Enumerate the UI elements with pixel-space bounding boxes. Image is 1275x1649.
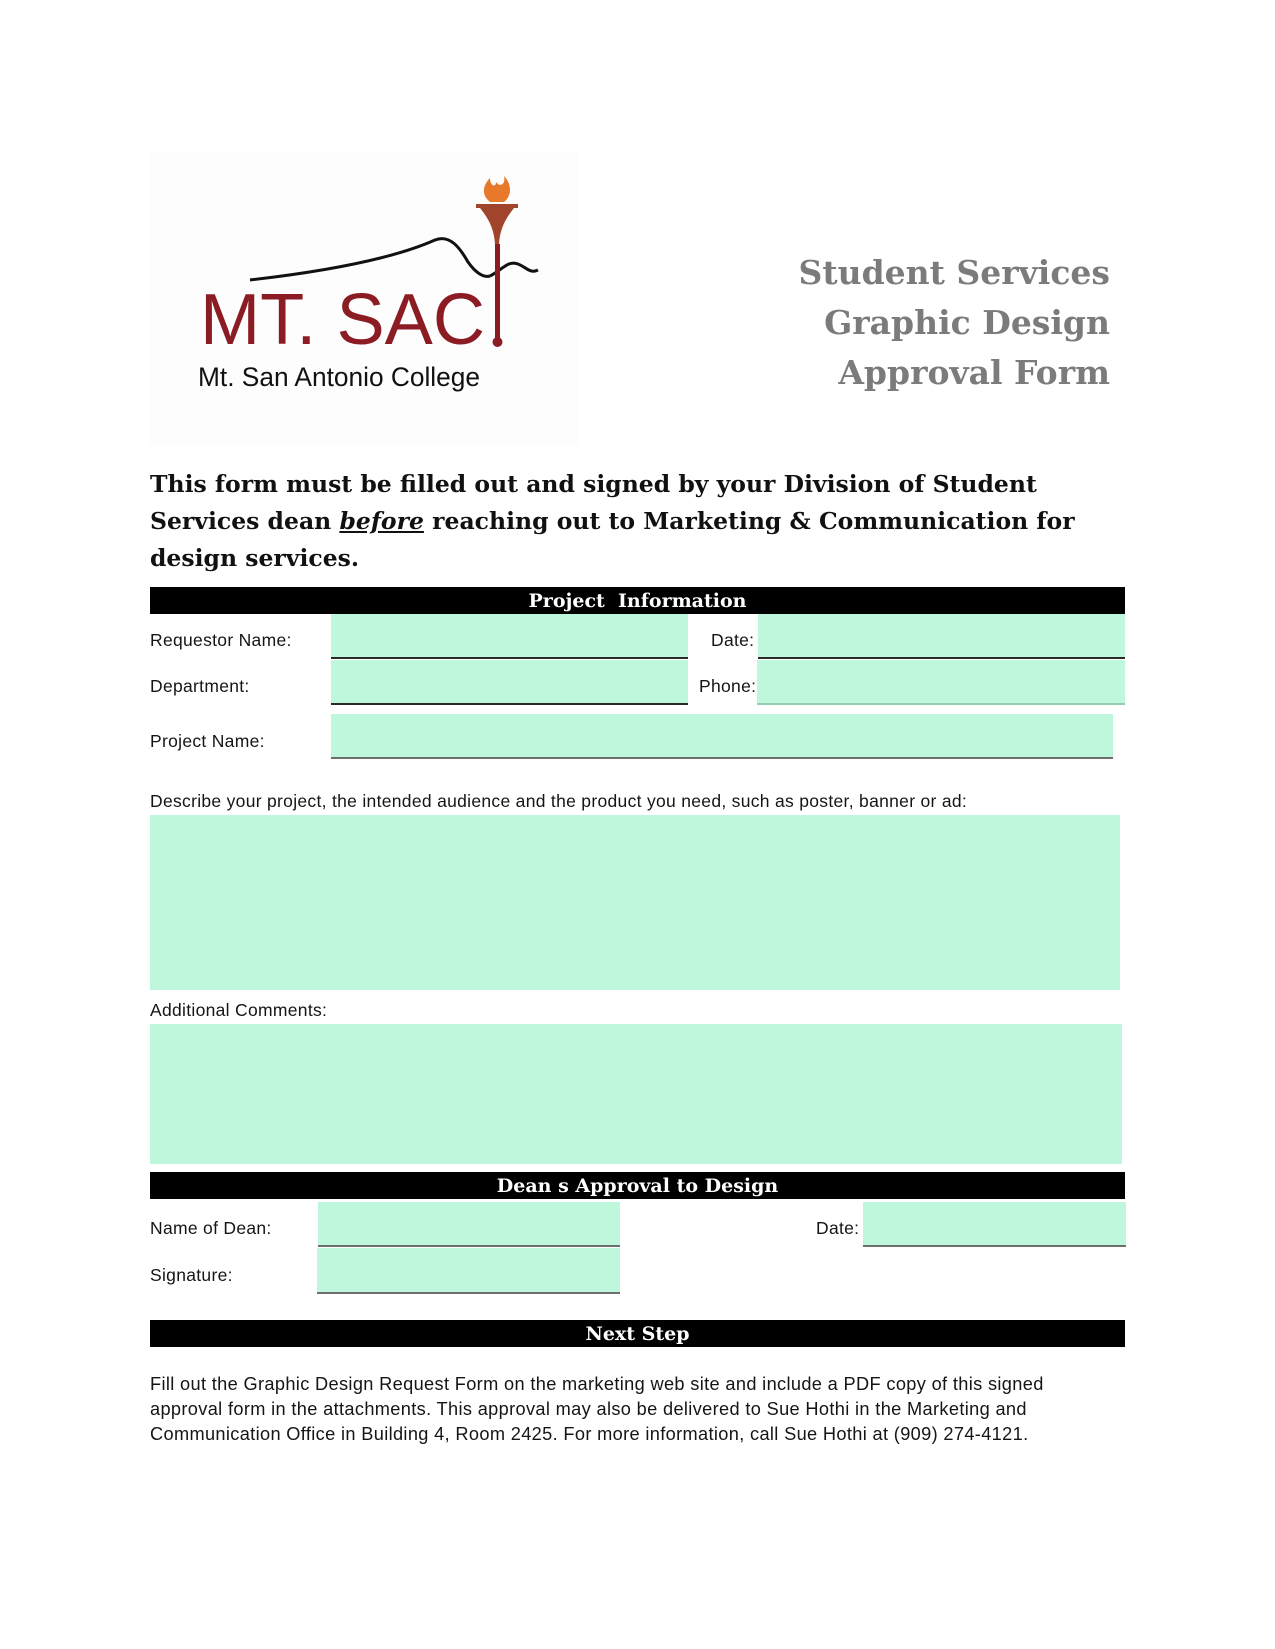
describe-project-textarea[interactable] <box>150 815 1120 990</box>
next-step-line-3: Communication Office in Building 4, Room 2425. For more information, call Sue Hothi at (909) 274-4121. <box>150 1424 1029 1444</box>
torch-rim <box>476 204 518 208</box>
next-step-instructions <box>150 1372 1140 1447</box>
additional-comments-textarea[interactable] <box>150 1024 1122 1164</box>
torch-cup-icon <box>480 208 514 244</box>
department-label: Department: <box>150 676 250 696</box>
dean-name-label: Name of Dean: <box>150 1218 272 1238</box>
flame-icon <box>484 176 510 202</box>
project-name-label: Project Name: <box>150 731 265 751</box>
additional-comments-label: Additional Comments: <box>150 1000 328 1020</box>
college-logo <box>150 152 578 446</box>
requestor-name-label: Requestor Name: <box>150 630 292 650</box>
next-step-line-2: approval form in the attachments. This approval may also be delivered to Sue Hothi in the Marketing and <box>150 1399 1027 1419</box>
phone-input[interactable] <box>757 660 1125 705</box>
mountain-line-icon <box>250 239 490 280</box>
logo-wordmark: MT. SAC <box>200 280 485 360</box>
title-line-1: Student Services <box>798 253 1110 292</box>
date-label: Date: <box>711 630 755 650</box>
title-line-2: Graphic Design <box>824 303 1110 342</box>
next-step-line-1: Fill out the Graphic Design Request Form on the marketing web site and include a PDF copy of this signed <box>150 1374 1044 1394</box>
phone-label: Phone: <box>699 676 757 696</box>
dean-date-input[interactable] <box>863 1202 1126 1247</box>
torch-base-dot <box>493 337 503 347</box>
project-name-input[interactable] <box>331 714 1113 759</box>
form-title <box>799 248 1110 398</box>
title-line-3: Approval Form <box>838 353 1110 392</box>
signature-input[interactable] <box>317 1248 620 1294</box>
requestor-name-input[interactable] <box>331 614 688 659</box>
describe-project-label: Describe your project, the intended audience and the product you need, such as poster, banner or ad: <box>150 791 968 811</box>
logo-college-name: Mt. San Antonio College <box>198 362 480 392</box>
intro-instructions <box>150 466 1130 577</box>
dean-date-label: Date: <box>816 1218 860 1238</box>
signature-label: Signature: <box>150 1265 233 1285</box>
intro-text-2: reaching out to Marketing & Communication for design services. <box>150 507 1075 572</box>
department-input[interactable] <box>331 660 688 705</box>
date-input[interactable] <box>758 614 1125 659</box>
next-step-header: Next Step <box>150 1320 1125 1347</box>
logo-graphic <box>150 152 578 446</box>
dean-name-input[interactable] <box>318 1202 620 1247</box>
intro-text-1: This form must be filled out and signed by your Division of Student Services dean <box>150 470 1037 535</box>
intro-emphasis: before <box>339 507 424 535</box>
dean-approval-header: Dean s Approval to Design <box>150 1172 1125 1199</box>
project-information-header: Project Information <box>150 587 1125 614</box>
torch-handle <box>495 244 500 339</box>
